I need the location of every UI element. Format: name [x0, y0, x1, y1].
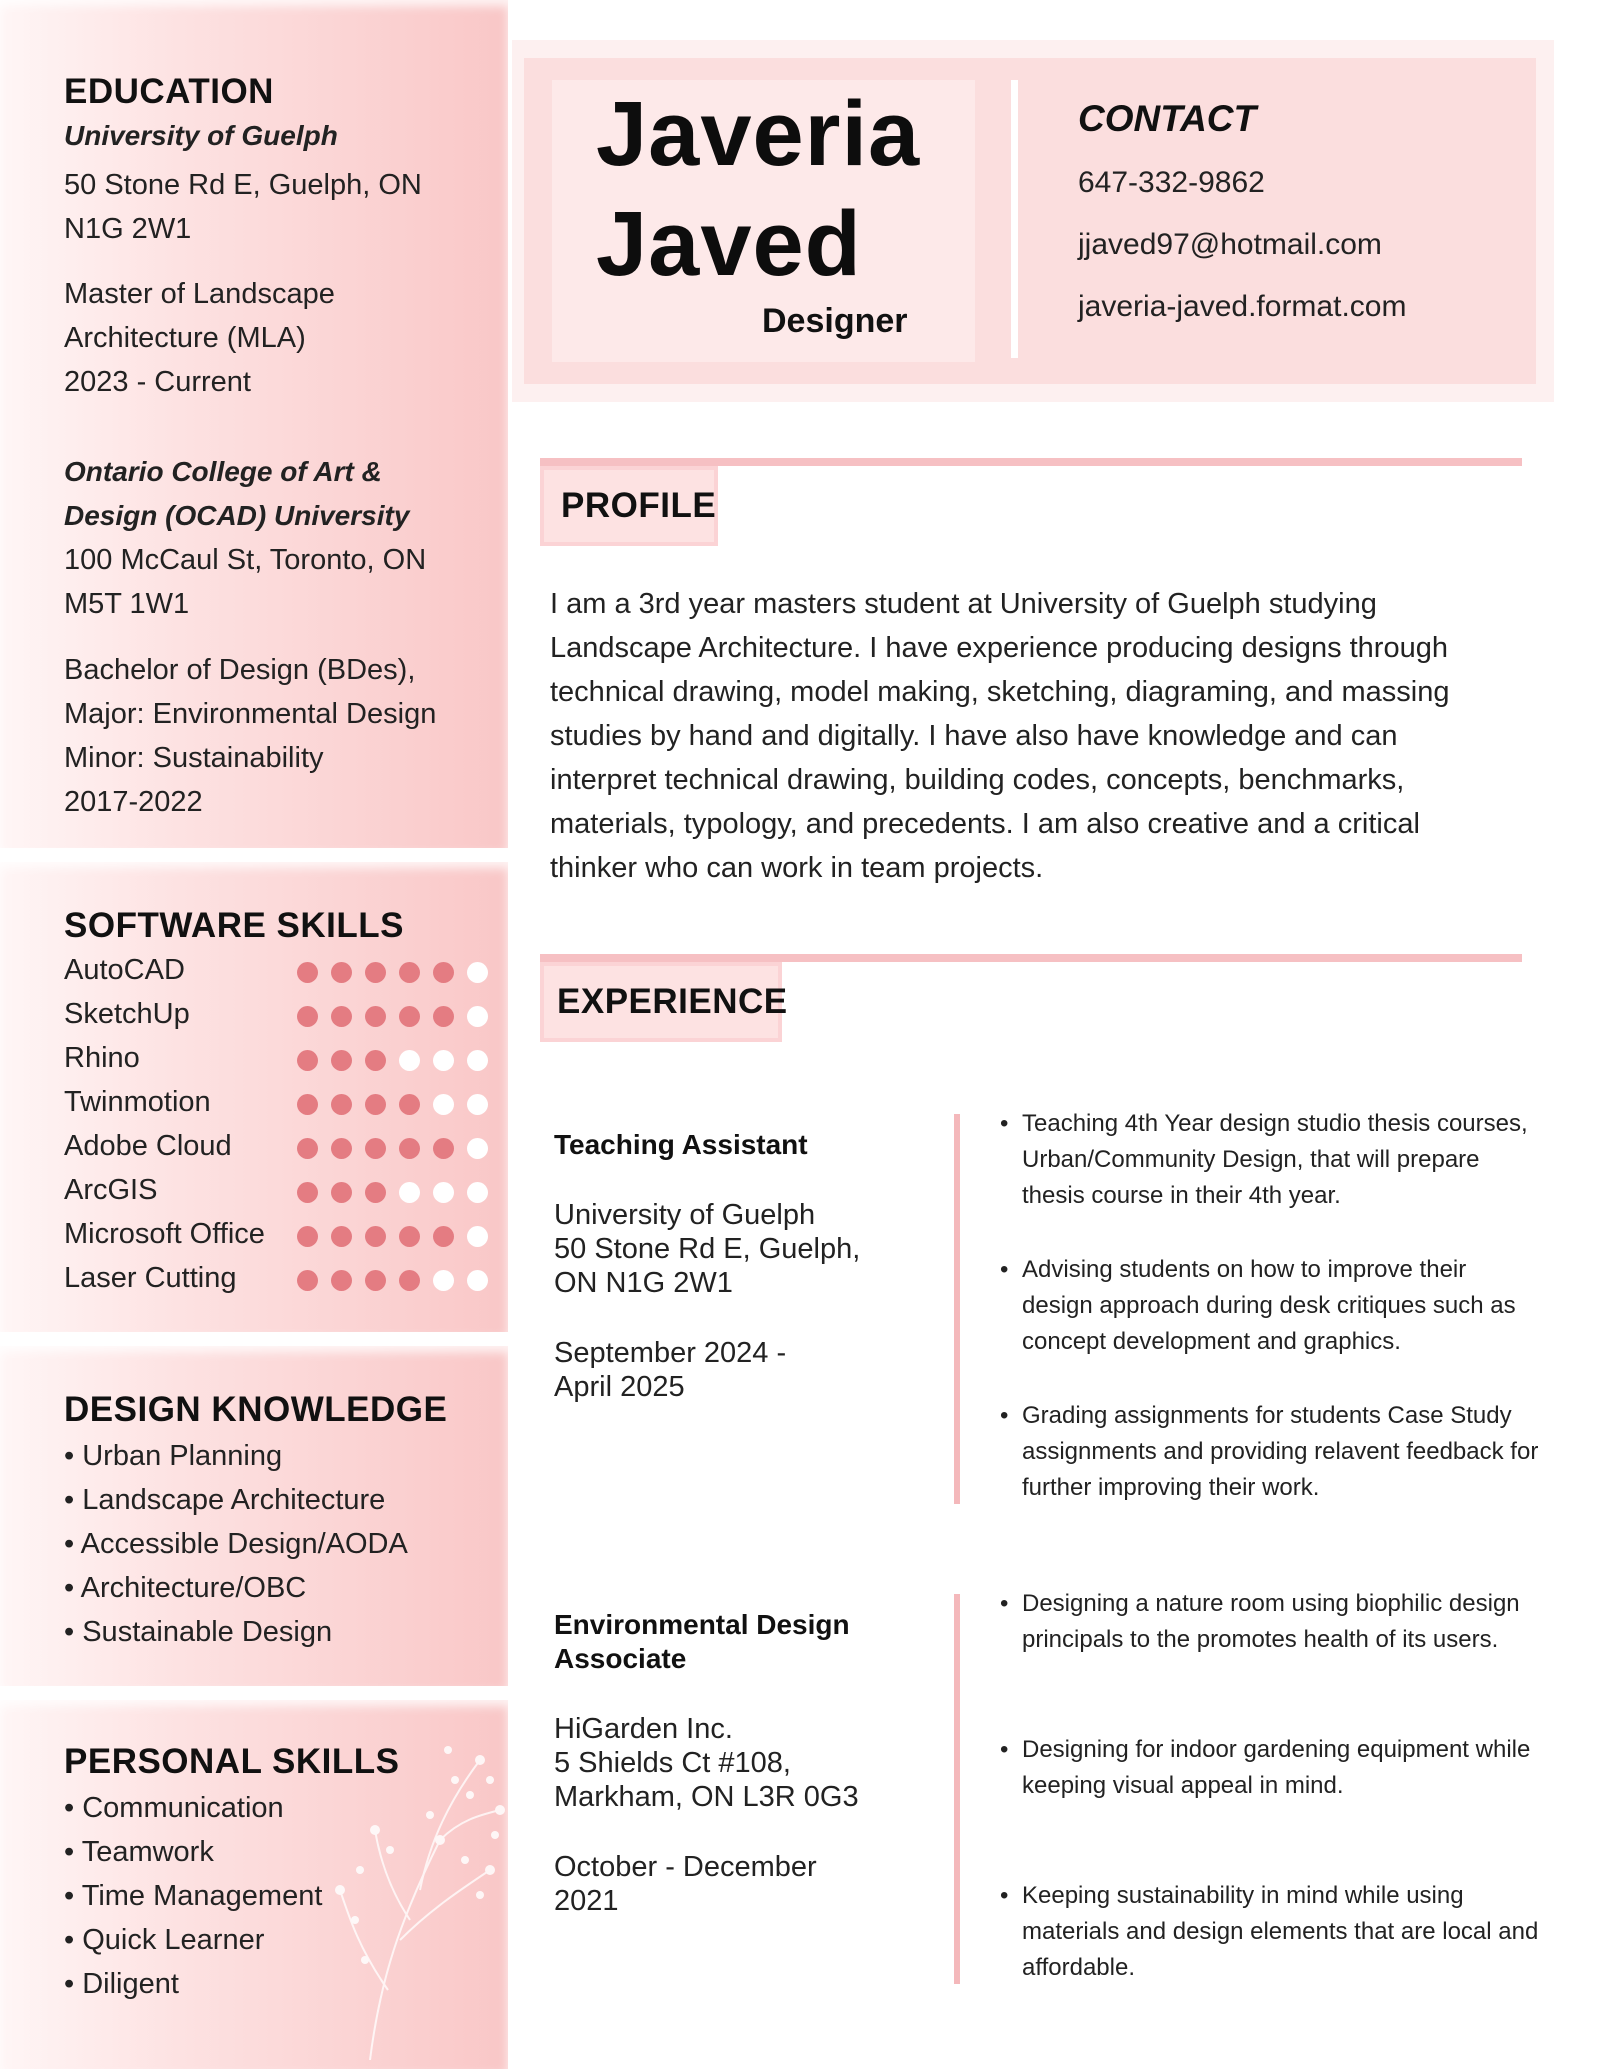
- rating-dot-empty: [433, 1094, 454, 1115]
- rating-dot-filled: [433, 1006, 454, 1027]
- skill-name: Microsoft Office: [64, 1218, 265, 1250]
- skill-row: [64, 1082, 504, 1126]
- education-heading: EDUCATION: [64, 72, 274, 111]
- school-2-name-line-2: Design (OCAD) University: [64, 500, 410, 531]
- sidebar: [0, 0, 508, 2069]
- rating-dot-filled: [297, 1226, 318, 1247]
- rating-dot-filled: [365, 1138, 386, 1159]
- rating-dot-filled: [331, 962, 352, 983]
- rating-dot-filled: [365, 962, 386, 983]
- software-skills-heading: SOFTWARE SKILLS: [64, 906, 404, 945]
- job-1-address-2: ON N1G 2W1: [554, 1267, 733, 1299]
- software-skills-list: [64, 950, 504, 1302]
- first-name: Javeria: [596, 83, 921, 185]
- rating-dot-filled: [297, 1094, 318, 1115]
- contact-heading: CONTACT: [1078, 98, 1257, 139]
- rating-dot-filled: [331, 1182, 352, 1203]
- rating-dot-filled: [365, 1050, 386, 1071]
- header-divider: [1011, 80, 1018, 358]
- design-knowledge-list: [64, 1434, 408, 1654]
- rating-dot-filled: [433, 962, 454, 983]
- rating-dot-empty: [433, 1270, 454, 1291]
- job-2-duty: • Designing for indoor gardening equipment while keeping visual appeal in mind.: [1000, 1736, 1531, 1799]
- skill-name: AutoCAD: [64, 954, 185, 986]
- rating-dot-filled: [331, 1270, 352, 1291]
- skill-rating: [297, 962, 488, 983]
- profile-paragraph: I am a 3rd year masters student at University of Guelph studying Landscape Architecture. I have experience producing designs through technical drawing, model making, sketching, diagraming, and massing studies by hand and digitally. I have also have knowledge and can interpret technical drawing, building codes, concepts, benchmarks, materials, typology, and precedents. I am also creative and a critical thinker who can work in team projects.: [550, 588, 1450, 884]
- job-2-title-line-1: Environmental Design: [554, 1609, 850, 1640]
- personal-skills-list: [64, 1786, 322, 2006]
- job-2-dates-2: 2021: [554, 1885, 619, 1917]
- list-item: • Accessible Design/AODA: [64, 1522, 408, 1566]
- rating-dot-empty: [467, 1006, 488, 1027]
- rating-dot-filled: [399, 1226, 420, 1247]
- rating-dot-empty: [467, 1050, 488, 1071]
- rating-dot-empty: [467, 1270, 488, 1291]
- rating-dot-filled: [331, 1050, 352, 1071]
- rating-dot-filled: [297, 1182, 318, 1203]
- experience-heading: EXPERIENCE: [557, 982, 788, 1021]
- school-2-address-2: M5T 1W1: [64, 588, 190, 620]
- skill-rating: [297, 1094, 488, 1115]
- rating-dot-filled: [297, 1138, 318, 1159]
- skill-name: Laser Cutting: [64, 1262, 237, 1294]
- last-name: Javed: [596, 193, 862, 295]
- list-item: • Diligent: [64, 1962, 322, 2006]
- rating-dot-empty: [467, 1182, 488, 1203]
- rating-dot-filled: [399, 1138, 420, 1159]
- rating-dot-empty: [467, 1226, 488, 1247]
- rating-dot-empty: [433, 1050, 454, 1071]
- skill-rating: [297, 1006, 488, 1027]
- rating-dot-filled: [365, 1094, 386, 1115]
- rating-dot-empty: [467, 1094, 488, 1115]
- job-2-duty: • Designing a nature room using biophilic design principals to the promotes health of its users.: [1000, 1590, 1520, 1653]
- list-item: • Communication: [64, 1786, 322, 1830]
- rating-dot-filled: [297, 1270, 318, 1291]
- job-2-divider: [954, 1594, 960, 1984]
- skill-row: [64, 994, 504, 1038]
- skill-name: SketchUp: [64, 998, 190, 1030]
- list-item: • Urban Planning: [64, 1434, 408, 1478]
- list-item: • Architecture/OBC: [64, 1566, 408, 1610]
- list-item: • Time Management: [64, 1874, 322, 1918]
- rating-dot-filled: [399, 962, 420, 983]
- skill-row: [64, 1214, 504, 1258]
- job-1-divider: [954, 1114, 960, 1504]
- website-link[interactable]: javeria-javed.format.com: [1078, 290, 1407, 323]
- skill-rating: [297, 1270, 488, 1291]
- job-role: Designer: [762, 302, 908, 340]
- rating-dot-filled: [365, 1182, 386, 1203]
- school-1-address-2: N1G 2W1: [64, 213, 192, 245]
- rating-dot-filled: [297, 1006, 318, 1027]
- list-item: • Sustainable Design: [64, 1610, 408, 1654]
- design-knowledge-heading: DESIGN KNOWLEDGE: [64, 1390, 448, 1429]
- email-link[interactable]: jjaved97@hotmail.com: [1078, 228, 1382, 261]
- rating-dot-filled: [365, 1006, 386, 1027]
- degree-2-line-2: Major: Environmental Design: [64, 698, 437, 730]
- rating-dot-filled: [331, 1138, 352, 1159]
- phone-number: 647-332-9862: [1078, 166, 1265, 199]
- skill-row: [64, 1258, 504, 1302]
- skill-rating: [297, 1138, 488, 1159]
- profile-rule: [540, 458, 1522, 466]
- job-1-title: Teaching Assistant: [554, 1129, 808, 1160]
- rating-dot-empty: [467, 1138, 488, 1159]
- job-2-dates-1: October - December: [554, 1851, 817, 1883]
- degree-2-years: 2017-2022: [64, 786, 203, 818]
- degree-1-line-2: Architecture (MLA): [64, 322, 306, 354]
- job-1-duty: • Advising students on how to improve their design approach during desk critiques such as concept development and graphics.: [1000, 1256, 1516, 1355]
- job-2-address-1: 5 Shields Ct #108,: [554, 1747, 791, 1779]
- skill-row: [64, 950, 504, 994]
- degree-1-line-1: Master of Landscape: [64, 278, 335, 310]
- rating-dot-empty: [399, 1182, 420, 1203]
- school-1-address-1: 50 Stone Rd E, Guelph, ON: [64, 169, 422, 201]
- rating-dot-filled: [433, 1226, 454, 1247]
- rating-dot-filled: [365, 1226, 386, 1247]
- skill-row: [64, 1038, 504, 1082]
- school-2-name-line-1: Ontario College of Art &: [64, 456, 382, 487]
- job-1-duty: • Teaching 4th Year design studio thesis courses, Urban/Community Design, that will prepare thesis course in their 4th year.: [1000, 1110, 1528, 1209]
- rating-dot-filled: [399, 1270, 420, 1291]
- skill-rating: [297, 1050, 488, 1071]
- skill-row: [64, 1170, 504, 1214]
- job-1-dates-1: September 2024 -: [554, 1337, 787, 1369]
- rating-dot-filled: [399, 1094, 420, 1115]
- degree-2-line-1: Bachelor of Design (BDes),: [64, 654, 416, 686]
- job-2-duty: • Keeping sustainability in mind while using materials and design elements that are local and affordable.: [1000, 1882, 1539, 1981]
- list-item: • Landscape Architecture: [64, 1478, 408, 1522]
- rating-dot-filled: [297, 962, 318, 983]
- list-item: • Quick Learner: [64, 1918, 322, 1962]
- rating-dot-filled: [297, 1050, 318, 1071]
- personal-skills-heading: PERSONAL SKILLS: [64, 1742, 400, 1781]
- profile-heading: PROFILE: [561, 486, 717, 525]
- school-1-name: University of Guelph: [64, 120, 338, 151]
- rating-dot-filled: [433, 1138, 454, 1159]
- rating-dot-empty: [399, 1050, 420, 1071]
- job-2-address-2: Markham, ON L3R 0G3: [554, 1781, 859, 1813]
- job-1-org: University of Guelph: [554, 1199, 816, 1231]
- skill-rating: [297, 1182, 488, 1203]
- school-2-address-1: 100 McCaul St, Toronto, ON: [64, 544, 427, 576]
- rating-dot-filled: [331, 1006, 352, 1027]
- skill-name: Twinmotion: [64, 1086, 211, 1118]
- rating-dot-filled: [331, 1094, 352, 1115]
- job-1-duty: • Grading assignments for students Case Study assignments and providing relavent feedback for further improving their work.: [1000, 1402, 1539, 1501]
- rating-dot-empty: [467, 962, 488, 983]
- list-item: • Teamwork: [64, 1830, 322, 1874]
- experience-rule: [540, 954, 1522, 962]
- job-1-dates-2: April 2025: [554, 1371, 685, 1403]
- job-2-org: HiGarden Inc.: [554, 1713, 733, 1745]
- rating-dot-filled: [365, 1270, 386, 1291]
- rating-dot-empty: [433, 1182, 454, 1203]
- degree-1-years: 2023 - Current: [64, 366, 251, 398]
- rating-dot-filled: [399, 1006, 420, 1027]
- rating-dot-filled: [331, 1226, 352, 1247]
- skill-rating: [297, 1226, 488, 1247]
- skill-row: [64, 1126, 504, 1170]
- skill-name: Adobe Cloud: [64, 1130, 232, 1162]
- job-2-title-line-2: Associate: [554, 1643, 687, 1674]
- skill-name: ArcGIS: [64, 1174, 158, 1206]
- skill-name: Rhino: [64, 1042, 140, 1074]
- degree-2-line-3: Minor: Sustainability: [64, 742, 324, 774]
- job-1-address-1: 50 Stone Rd E, Guelph,: [554, 1233, 861, 1265]
